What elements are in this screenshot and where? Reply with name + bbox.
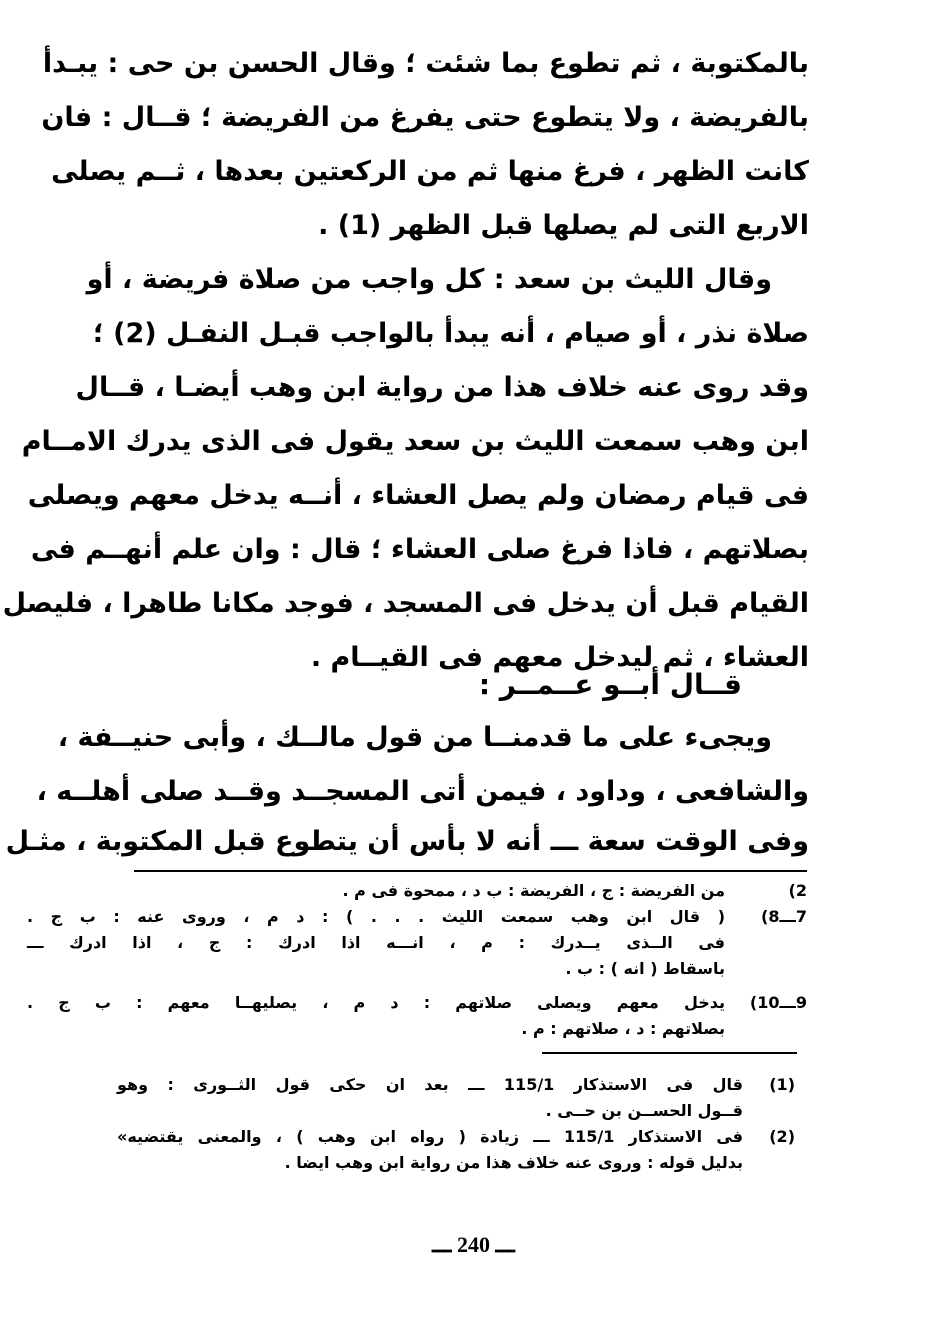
body-line: ويجىء على ما قدمنــا من قول مالــك ، وأبى حنيــفة ، <box>57 722 772 753</box>
separator-rule <box>542 1052 797 1054</box>
footnote-text: بدليل قوله : وروى عنه خلاف هذا من رواية ابن وهب ايضا . <box>284 1153 743 1172</box>
body-line: والشافعى ، وداود ، فيمن أتى المسجــد وقــد صلى أهلــه ، <box>36 776 809 807</box>
variant-note <box>27 878 807 904</box>
footnote-text: فى الاستذكار 115/1 ـــ زيادة ( رواه ابن وهب ) ، والمعنى يقتضيه» <box>117 1127 743 1146</box>
footnote-text: قال فى الاستذكار 115/1 ـــ بعد ان حكى قول الثــورى : وهو <box>117 1075 744 1094</box>
variant-note-text: فى الــذى يــدرك : م ، انـــه اذا ادرك : ج ، اذا ادرك ـــ <box>27 933 725 952</box>
separator-rule <box>134 870 807 872</box>
variant-note-text: من الفريضة : ج ، الفريضة : ب د ، ممحوة فى م . <box>342 881 725 900</box>
body-line: الاربع التى لم يصلها قبل الظهر (1) . <box>318 210 809 241</box>
variant-note-text: باسقاط ( انه ) : ب . <box>565 959 725 978</box>
variant-note <box>27 956 807 982</box>
footnote <box>115 1098 795 1124</box>
body-line: وقد روى عنه خلاف هذا من رواية ابن وهب أيضـا ، قــال <box>75 372 809 403</box>
body-line: صلاة نذر ، أو صيام ، أنه يبدأ بالواجب قبـل النفـل (2) ؛ <box>92 318 809 349</box>
variant-note-number: 7ـــ8) <box>761 907 807 926</box>
body-line: بالمكتوبة ، ثم تطوع بما شئت ؛ وقال الحسن بن حى : يبـدأ <box>42 48 809 79</box>
page-number: ـــ 240 ـــ <box>432 1232 515 1257</box>
body-line: وقال الليث بن سعد : كل واجب من صلاة فريضة ، أو <box>86 264 772 295</box>
variant-note-number: 9ـــ10) <box>749 993 807 1012</box>
variant-note <box>27 990 807 1016</box>
variant-note <box>27 930 807 956</box>
footnote-number: (1) <box>769 1075 795 1094</box>
footnote-number: (2) <box>769 1127 795 1146</box>
variant-note-number: 2) <box>788 881 807 900</box>
footnote <box>115 1150 795 1176</box>
body-line: فى قيام رمضان ولم يصل العشاء ، أنــه يدخل معهم ويصلى <box>27 480 809 511</box>
body-line: العشاء ، ثم ليدخل معهم فى القيــام . <box>310 642 809 673</box>
section-heading: قــال أبــو عــمــر : <box>478 668 742 701</box>
footnote <box>115 1124 795 1150</box>
variant-note <box>27 904 807 930</box>
body-line: القيام قبل أن يدخل فى المسجد ، فوجد مكانا طاهرا ، فليصل <box>2 588 809 619</box>
variant-note-text: يدخل معهم ويصلى صلاتهم : د م ، يصليهــا معهم : ب ج . <box>27 993 725 1012</box>
footnote-text: قــول الحســن بن حــى . <box>545 1101 743 1120</box>
variant-note-text: بصلاتهم : د ، صلاتهم : م . <box>521 1019 725 1038</box>
body-line: بصلاتهم ، فاذا فرغ صلى العشاء ؛ قال : وان علم أنهــم فى <box>30 534 809 565</box>
body-line: وفى الوقت سعة ـــ أنه لا بأس أن يتطوع قبل المكتوبة ، مثـل <box>5 826 809 857</box>
body-line: كانت الظهر ، فرغ منها ثم من الركعتين بعدها ، ثــم يصلى <box>51 156 809 187</box>
footnote <box>115 1072 795 1098</box>
variant-note <box>27 1016 807 1042</box>
body-line: بالفريضة ، ولا يتطوع حتى يفرغ من الفريضة ؛ قــال : فان <box>41 102 809 133</box>
body-line: ابن وهب سمعت الليث بن سعد يقول فى الذى يدرك الامــام <box>21 426 809 457</box>
variant-note-text: ( قال ابن وهب سمعت الليث . . . ) : د م ، وروى عنه : ب ج . <box>27 907 725 926</box>
